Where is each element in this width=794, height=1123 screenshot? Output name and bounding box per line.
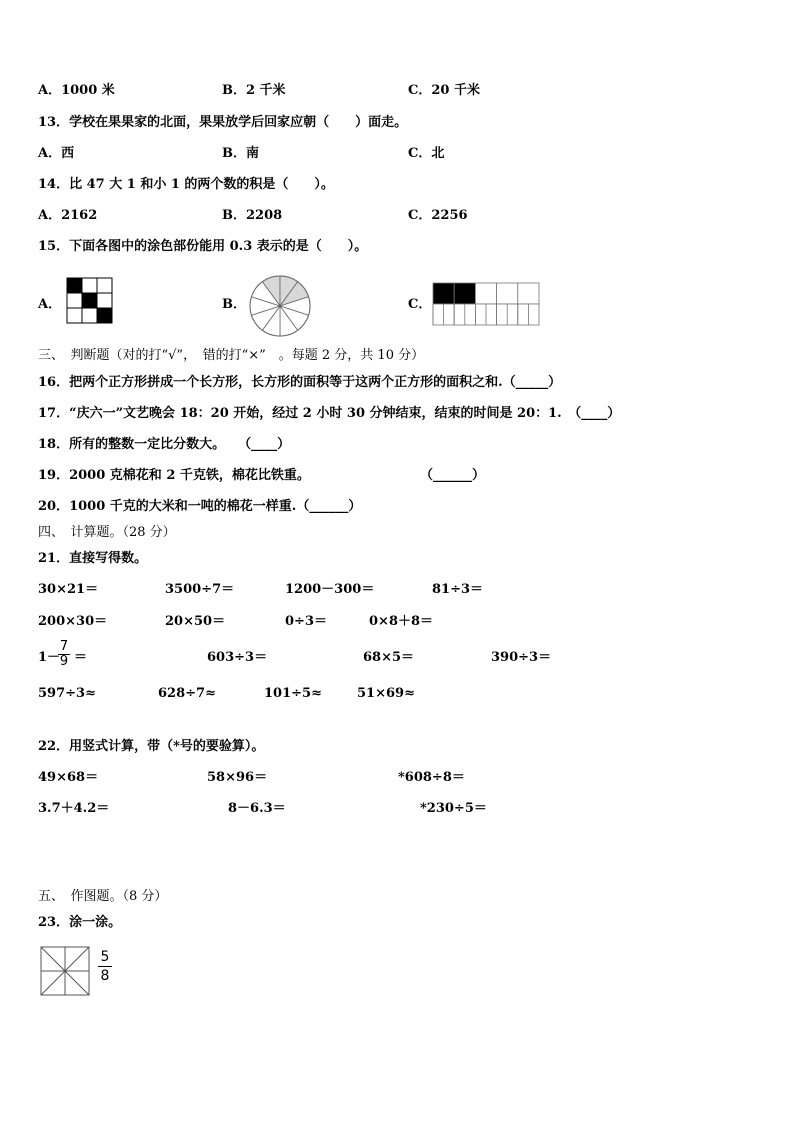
q18-text: 18．所有的整数一定比分数大。 （____） <box>38 437 291 452</box>
q19-stem: 19．2000 克棉花和 2 千克铁，棉花比铁重。 <box>38 468 310 483</box>
section3-title: 三、 判断题（对的打“√”， 错的打“×” 。每题 2 分，共 10 分） <box>38 348 425 363</box>
q12-option-b: B．2 千米 <box>222 83 286 98</box>
q13-option-c: C．北 <box>408 146 445 161</box>
grid-cell <box>82 278 97 293</box>
q21-r3-fraction <box>58 640 70 669</box>
q15-grid-figure <box>66 277 112 327</box>
q22-r2-c1: 3.7＋4.2＝ <box>38 801 110 816</box>
q21-r2-c3: 0÷3＝ <box>285 614 327 629</box>
section5-title: 五、 作图题。（8 分） <box>38 889 168 904</box>
q21-r3-c3: 68×5＝ <box>363 650 415 665</box>
section4-title: 四、 计算题。（28 分） <box>38 525 176 540</box>
q21-r1-c1: 30×21＝ <box>38 582 99 597</box>
q15-option-a-label: A． <box>38 297 62 312</box>
q13-stem: 13．学校在果果家的北面，果果放学后回家应朝（ ）面走。 <box>38 115 408 130</box>
q21-r2-c1: 200×30＝ <box>38 614 108 629</box>
q21-r3-c2: 603÷3＝ <box>207 650 268 665</box>
grid-cell <box>67 278 82 293</box>
q15-circle-figure <box>248 274 312 338</box>
q15-rect-figure <box>432 282 540 326</box>
grid-cell <box>97 308 112 323</box>
q21-r4-c3: 101÷5≈ <box>264 686 322 701</box>
q22-r2-c2: 8－6.3＝ <box>228 801 286 816</box>
q21-r1-c3: 1200－300＝ <box>285 582 375 597</box>
q13-option-a: A．西 <box>38 146 75 161</box>
q14-stem: 14．比 47 大 1 和小 1 的两个数的积是（ ）。 <box>38 177 334 192</box>
grid-cell <box>97 278 112 293</box>
q21-r2-c2: 20×50＝ <box>165 614 226 629</box>
fraction-denominator: 8 <box>98 966 112 985</box>
q12-option-a: A．1000 米 <box>38 83 115 98</box>
q21-r1-c2: 3500÷7＝ <box>165 582 235 597</box>
q22-r2-c3: *230÷5＝ <box>420 801 487 816</box>
q22-r1-c2: 58×96＝ <box>207 770 268 785</box>
rect-cell <box>497 283 518 304</box>
q21-r2-c4: 0×8＋8＝ <box>369 614 434 629</box>
q21-r3-prefix: 1－ <box>38 650 61 665</box>
q21-r3-c4: 390÷3＝ <box>491 650 552 665</box>
q22-r1-c1: 49×68＝ <box>38 770 99 785</box>
rect-cell <box>433 283 454 304</box>
grid-cell <box>67 293 82 308</box>
q22-stem: 22．用竖式计算，带（*号的要验算）。 <box>38 739 265 754</box>
rect-cell <box>518 283 539 304</box>
q15-option-c-label: C． <box>408 297 432 312</box>
fraction-numerator: 7 <box>59 639 69 654</box>
q16-text: 16．把两个正方形拼成一个长方形，长方形的面积等于这两个正方形的面积之和.（_____） <box>38 375 562 390</box>
q20-text: 20．1000 千克的大米和一吨的棉花一样重.（______） <box>38 499 362 514</box>
rect-cell <box>475 283 496 304</box>
q15-option-b-label: B． <box>222 297 246 312</box>
q23-fraction <box>98 948 112 985</box>
q14-option-b: B．2208 <box>222 208 283 223</box>
q21-stem: 21．直接写得数。 <box>38 551 148 566</box>
grid-cell <box>97 293 112 308</box>
q14-option-c: C．2256 <box>408 208 468 223</box>
fraction-denominator: 9 <box>59 654 69 669</box>
q21-r4-c1: 597÷3≈ <box>38 686 96 701</box>
q21-r4-c4: 51×69≈ <box>357 686 415 701</box>
q21-r3-suffix: ＝ <box>74 650 88 665</box>
q12-option-c: C．20 千米 <box>408 83 480 98</box>
q22-r1-c3: *608÷8＝ <box>398 770 465 785</box>
q23-stem: 23．涂一涂。 <box>38 915 122 930</box>
q23-square-figure <box>40 946 90 996</box>
q17-text: 17．“庆六一”文艺晚会 18：20 开始，经过 2 小时 30 分钟结束，结束的时间是 20：1. （____） <box>38 406 621 421</box>
q19-blank: （______） <box>420 468 486 483</box>
q21-r1-c4: 81÷3＝ <box>432 582 484 597</box>
rect-cell <box>454 283 475 304</box>
q15-stem: 15．下面各图中的涂色部份能用 0.3 表示的是（ ）。 <box>38 239 368 254</box>
fraction-numerator: 5 <box>100 949 110 965</box>
q21-r4-c2: 628÷7≈ <box>158 686 216 701</box>
grid-cell <box>82 293 97 308</box>
grid-cell <box>67 308 82 323</box>
grid-cell <box>82 308 97 323</box>
q14-option-a: A．2162 <box>38 208 98 223</box>
q13-option-b: B．南 <box>222 146 259 161</box>
